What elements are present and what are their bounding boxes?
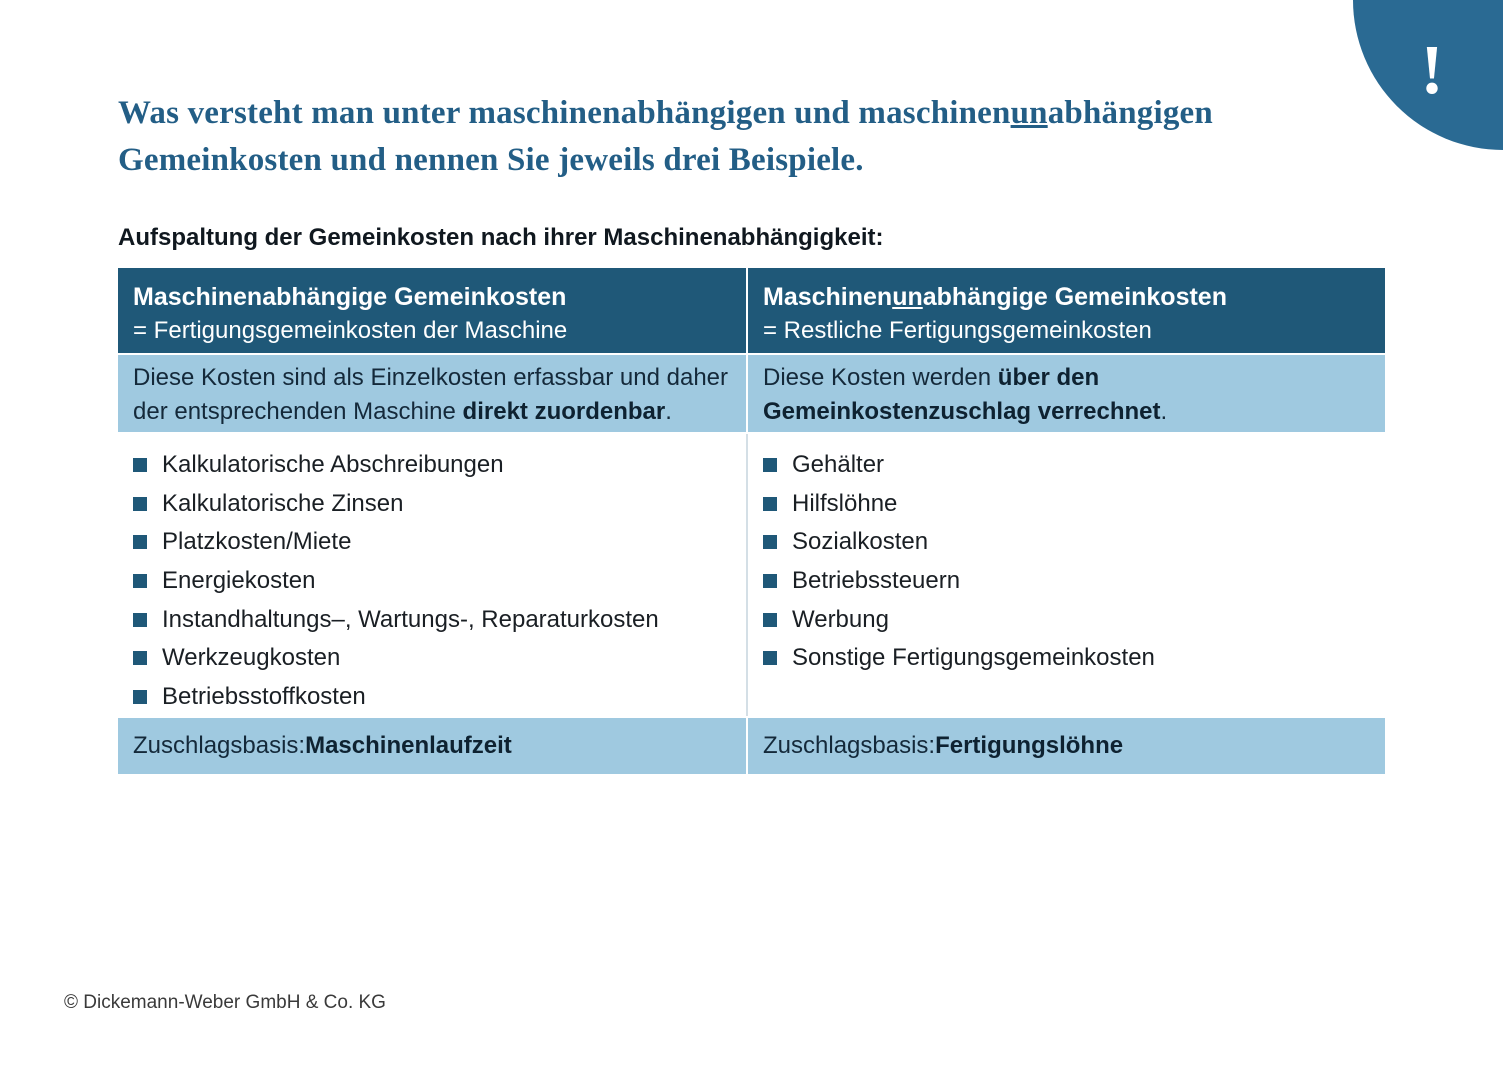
bullet-square-icon [133,497,147,511]
desc-text-bold: über den Gemeinkostenzuschlag verrechnet [763,364,1161,425]
desc-text: Diese Kosten sind als Einzelkosten erfassbar und daher der entsprechenden Maschine [133,364,729,425]
header-subtitle-right: = Restliche Fertigungsgemeinkosten [763,317,1152,344]
title-part-underlined: un [1010,95,1048,131]
list-item-label: Hilfslöhne [792,489,898,517]
table-header-right [748,268,1385,353]
bullet-square-icon [133,535,147,549]
list-item [133,678,746,717]
list-item-label: Kalkulatorische Abschreibungen [162,451,504,479]
table-basis-row [118,718,1385,774]
list-item-label: Instandhaltungs–, Wartungs-, Reparaturkosten [162,605,659,633]
list-item-label: Werkzeugkosten [162,644,341,672]
list-item [133,523,746,562]
list-item [763,485,1385,524]
title-line2: Gemeinkosten und nennen Sie jeweils drei Beispiele. [118,142,864,178]
bullet-square-icon [763,613,777,627]
basis-value: Fertigungslöhne [935,732,1124,760]
examples-left [118,434,748,716]
list-item [763,446,1385,485]
desc-text: Diese Kosten werden [763,364,998,391]
list-item-label: Betriebsstoffkosten [162,682,366,710]
bullet-square-icon [133,651,147,665]
description-left [118,355,748,432]
list-item-label: Betriebssteuern [792,567,961,595]
list-item-label: Sozialkosten [792,528,929,556]
bullet-square-icon [763,535,777,549]
page-title [118,90,1385,184]
list-item [763,600,1385,639]
bullet-square-icon [133,574,147,588]
basis-left [118,718,748,774]
header-subtitle-left: = Fertigungsgemeinkosten der Maschine [133,317,568,344]
desc-text: . [1160,398,1168,425]
examples-right [748,434,1385,716]
header-part: abhängige Gemeinkosten [922,283,1227,311]
list-item-label: Gehälter [792,451,885,479]
description-right [748,355,1385,432]
basis-label: Zuschlagsbasis: [763,732,936,760]
list-item [763,523,1385,562]
bullet-square-icon [133,690,147,704]
list-item-label: Kalkulatorische Zinsen [162,489,404,517]
basis-label: Zuschlagsbasis: [133,732,306,760]
exclamation-icon: ! [1420,32,1444,109]
desc-text-bold: direkt zuordenbar [462,398,666,425]
desc-text: . [665,398,672,425]
bullet-square-icon [763,497,777,511]
table-examples-row [118,434,1385,716]
list-item [133,562,746,601]
bullet-square-icon [763,574,777,588]
list-item-label: Platzkosten/Miete [162,528,352,556]
header-part-underlined: un [892,283,923,311]
header-title-left: Maschinenabhängige Gemeinkosten [133,283,567,311]
bullet-square-icon [133,458,147,472]
examples-list-left [133,446,746,716]
table-description-row [118,355,1385,432]
list-item-label: Energiekosten [162,567,316,595]
header-title-right [763,281,1369,314]
basis-right [748,718,1385,774]
section-heading: Aufspaltung der Gemeinkosten nach ihrer Maschinenabhängigkeit: [118,224,884,251]
list-item [133,485,746,524]
list-item-label: Sonstige Fertigungsgemeinkosten [792,644,1155,672]
basis-value: Maschinenlaufzeit [305,732,512,760]
table-header-row [118,268,1385,353]
list-item [133,639,746,678]
bullet-square-icon [763,651,777,665]
bullet-square-icon [133,613,147,627]
list-item [763,639,1385,678]
bullet-square-icon [763,458,777,472]
table-header-left [118,268,748,353]
list-item-label: Werbung [792,605,889,633]
list-item [133,446,746,485]
list-item [133,600,746,639]
title-part: Was versteht man unter maschinenabhängigen und maschinen [118,95,1011,131]
header-part: Maschinen [763,283,893,311]
examples-list-right [763,446,1385,678]
cost-table [118,268,1385,774]
title-part: abhängigen [1047,95,1213,131]
list-item [763,562,1385,601]
footer-copyright: © Dickemann-Weber GmbH & Co. KG [64,992,386,1013]
